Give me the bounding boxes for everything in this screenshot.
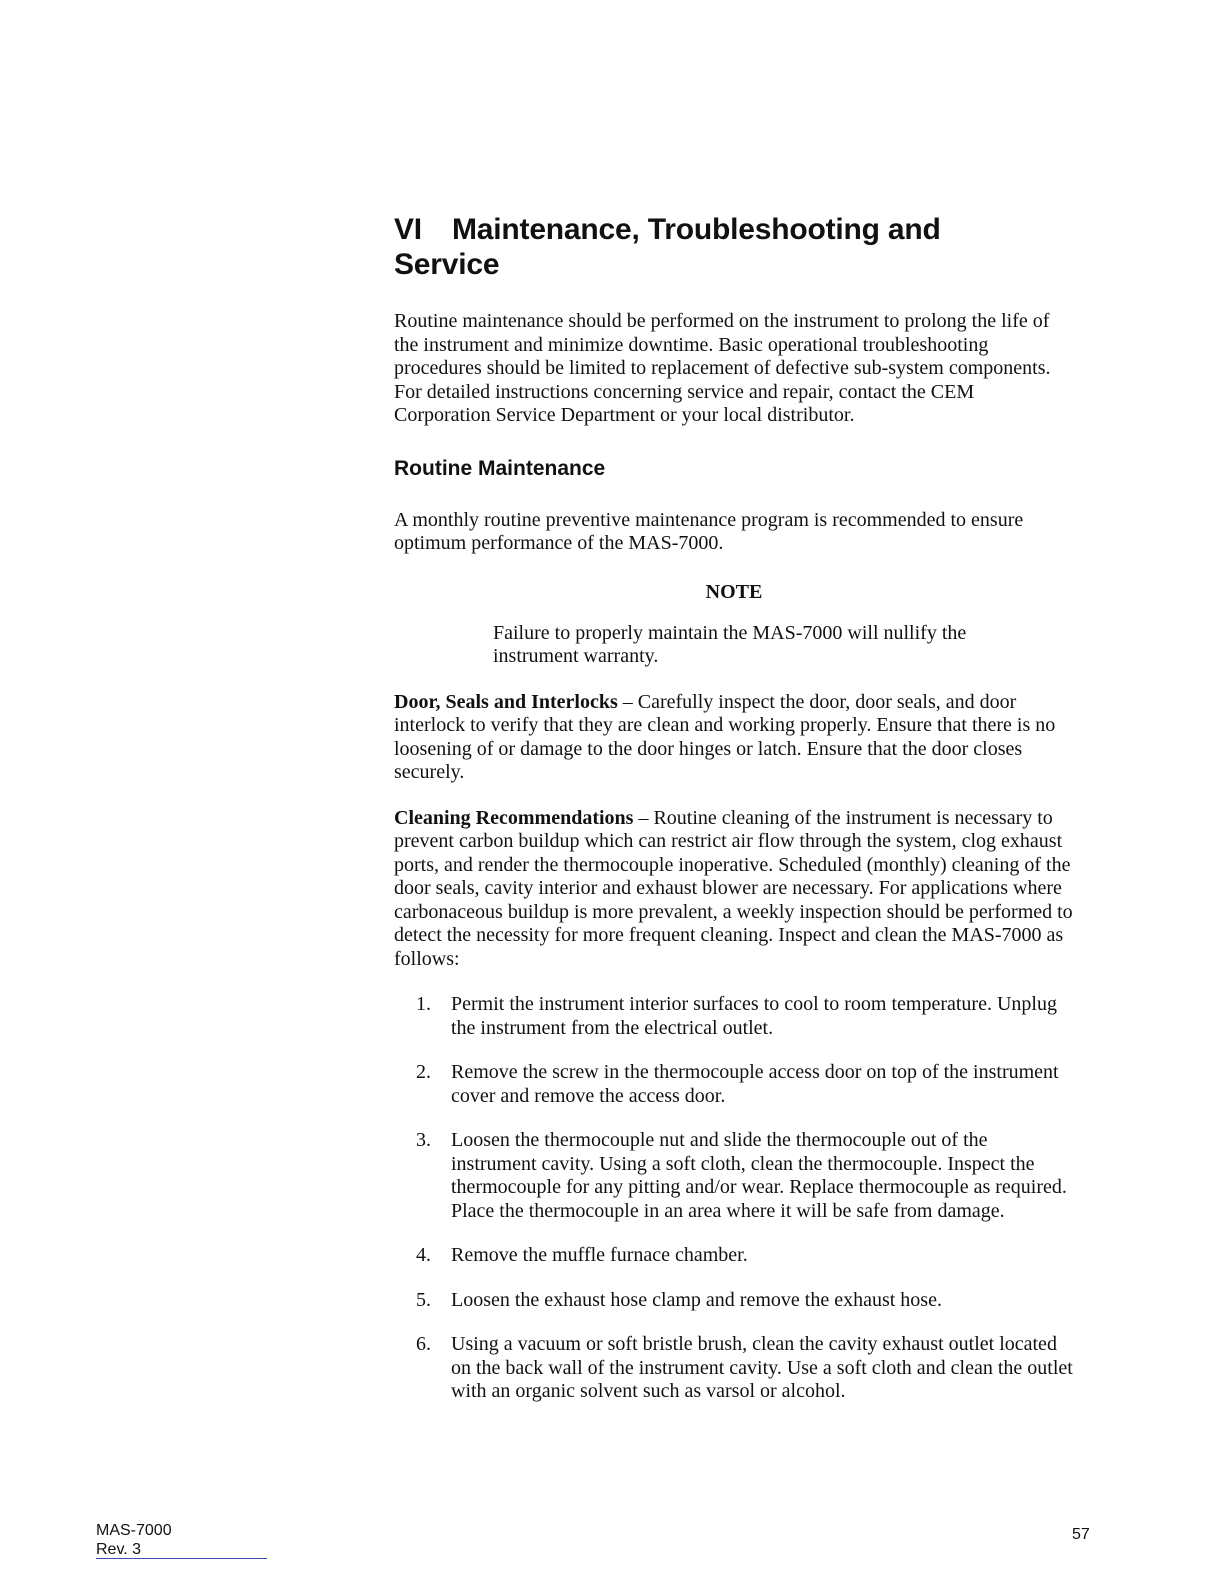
section-heading-routine-maintenance: Routine Maintenance xyxy=(394,456,606,480)
cleaning-steps-list xyxy=(394,993,1074,1404)
cleaning-text: – Routine cleaning of the instrument is necessary to prevent carbon buildup which can restrict air flow through the system, clog exhaust ports, and render the thermocouple inoperative. Scheduled (monthly) cleaning of the door seals, cavity interior and exhaust blower are necessary. For applications where carbonaceous buildup is more prevalent, a weekly inspection should be performed to detect the necessity for more frequent cleaning. Inspect and clean the MAS-7000 as follows: xyxy=(394,806,1073,970)
cleaning-paragraph xyxy=(394,807,1074,972)
chapter-number: VI xyxy=(394,213,422,246)
footer-revision: Rev. 3 xyxy=(96,1541,142,1558)
step-text: Loosen the exhaust hose clamp and remove the exhaust hose. xyxy=(451,1288,942,1311)
chapter-title-line1: Maintenance, Troubleshooting and xyxy=(452,213,941,246)
cleaning-lead: Cleaning Recommendations xyxy=(394,806,634,829)
step-number: 2. xyxy=(416,1061,431,1083)
list-item xyxy=(394,993,1074,1040)
list-item xyxy=(394,1129,1074,1223)
list-item xyxy=(394,1289,1074,1313)
step-text: Remove the muffle furnace chamber. xyxy=(451,1244,748,1266)
step-number: 6. xyxy=(416,1333,431,1355)
list-item xyxy=(394,1333,1074,1404)
page-number: 57 xyxy=(1072,1526,1090,1543)
door-seals-lead: Door, Seals and Interlocks xyxy=(394,690,618,713)
footer-divider xyxy=(96,1558,267,1559)
page-content xyxy=(394,212,1074,1425)
monthly-maintenance-paragraph: A monthly routine preventive maintenance program is recommended to ensure optimum performance of the MAS-7000. xyxy=(394,508,1024,554)
note-label: NOTE xyxy=(705,580,763,603)
step-text: Permit the instrument interior surfaces to cool to room temperature. Unplug the instrument from the electrical outlet. xyxy=(451,993,1057,1039)
list-item xyxy=(394,1244,1074,1268)
chapter-title xyxy=(394,212,1074,282)
footer-model: MAS-7000 xyxy=(96,1522,172,1539)
step-text: Loosen the thermocouple nut and slide the thermocouple out of the instrument cavity. Using a soft cloth, clean the thermocouple. Inspect the thermocouple for any pitting and/or wear. Replace thermocouple as required. Place the thermocouple in an area where it will be safe from damage. xyxy=(451,1129,1067,1222)
chapter-title-line2: Service xyxy=(394,248,500,281)
list-item xyxy=(394,1061,1074,1108)
note-text: Failure to properly maintain the MAS-7000 will nullify the instrument warranty. xyxy=(493,621,967,667)
step-number: 5. xyxy=(416,1288,431,1311)
step-number: 3. xyxy=(416,1129,431,1151)
step-number: 1. xyxy=(416,993,431,1015)
door-seals-paragraph xyxy=(394,691,1074,785)
footer-document-id xyxy=(96,1521,172,1559)
door-seals-text: – Carefully inspect the door, door seals, and door interlock to verify that they are clean and working properly. Ensure that there is no loosening of or damage to the door hinges or latch. Ensure that the door closes securely. xyxy=(394,690,1056,783)
step-text: Remove the screw in the thermocouple access door on top of the instrument cover and remove the access door. xyxy=(451,1061,1059,1107)
intro-paragraph: Routine maintenance should be performed on the instrument to prolong the life of the instrument and minimize downtime. Basic operational troubleshooting procedures should be limited to replacement of defective sub-system components. For detailed instructions concerning service and repair, contact the CEM Corporation Service Department or your local distributor. xyxy=(394,310,1051,426)
step-number: 4. xyxy=(416,1244,431,1266)
step-text: Using a vacuum or soft bristle brush, clean the cavity exhaust outlet located on the back wall of the instrument cavity. Use a soft cloth and clean the outlet with an organic solvent such as varsol or alcohol. xyxy=(451,1333,1073,1402)
